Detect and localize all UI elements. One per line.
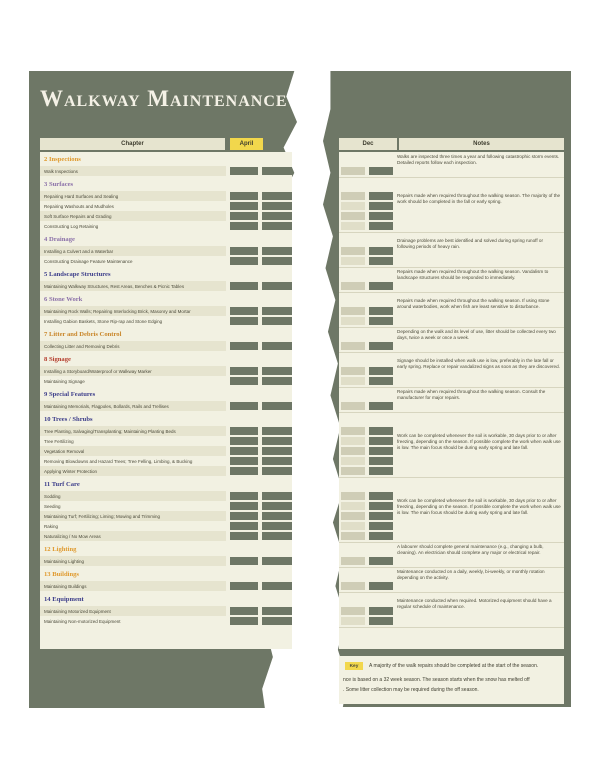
chapter-heading: 5 Landscape Structures <box>44 271 111 278</box>
dec-cell <box>369 342 393 350</box>
row-separator <box>339 477 564 478</box>
may-cell <box>262 447 292 455</box>
nov-cell <box>341 607 365 615</box>
task-row: Installing Gabion Baskets, Stone Rip-rap and Stone Edging <box>40 316 226 326</box>
row-separator <box>339 412 564 413</box>
chapter-note: Walks are inspected three times a year and following catastrophic storm events. Detailed reports follow each inspection. <box>397 154 560 165</box>
april-cell <box>230 557 258 565</box>
april-cell <box>230 202 258 210</box>
nov-cell <box>341 457 365 465</box>
chapter-column-header: Chapter <box>40 138 225 150</box>
key-line-3: . Some litter collection may be required during the off season. <box>343 687 479 693</box>
dec-cell <box>369 492 393 500</box>
nov-cell <box>341 617 365 625</box>
dec-cell <box>369 617 393 625</box>
row-separator <box>339 267 564 268</box>
nov-cell <box>341 212 365 220</box>
may-cell <box>262 377 292 385</box>
april-cell <box>230 257 258 265</box>
april-cell <box>230 502 258 510</box>
nov-cell <box>341 247 365 255</box>
task-row: Tree Fertilizing <box>40 436 226 446</box>
may-cell <box>262 307 292 315</box>
row-separator <box>339 232 564 233</box>
chapter-heading: 2 Inspections <box>44 156 81 163</box>
nov-cell <box>341 367 365 375</box>
april-cell <box>230 282 258 290</box>
nov-cell <box>341 317 365 325</box>
may-cell <box>262 342 292 350</box>
nov-cell <box>341 342 365 350</box>
april-cell <box>230 437 258 445</box>
task-row: Installing a Storyboard/Waterproof or Walkway Marker <box>40 366 226 376</box>
chapter-note: Depending on the walk and its level of use, litter should be collected every two days, twice a week or once a week. <box>397 329 556 340</box>
april-cell <box>230 522 258 530</box>
nov-cell <box>341 282 365 290</box>
task-row: Removing Blowdowns and Hazard Trees; Tree Felling, Limbing, & Bucking <box>40 456 226 466</box>
row-separator <box>339 387 564 388</box>
dec-cell <box>369 532 393 540</box>
april-cell <box>230 222 258 230</box>
may-cell <box>262 437 292 445</box>
nov-cell <box>341 437 365 445</box>
nov-cell <box>341 427 365 435</box>
nov-cell <box>341 532 365 540</box>
chapter-heading: 13 Buildings <box>44 571 80 578</box>
may-cell <box>262 222 292 230</box>
dec-cell <box>369 457 393 465</box>
task-row: Maintaining Walkway Structures, Rest Areas, Benches & Picnic Tables <box>40 281 226 291</box>
row-separator <box>339 327 564 328</box>
may-cell <box>262 402 292 410</box>
nov-cell <box>341 307 365 315</box>
page-title: Walkway Maintenance <box>40 86 288 111</box>
dec-cell <box>369 437 393 445</box>
may-cell <box>262 522 292 530</box>
may-cell <box>262 492 292 500</box>
task-row: Maintaining Motorized Equipment <box>40 606 226 616</box>
april-cell <box>230 377 258 385</box>
dec-cell <box>369 427 393 435</box>
nov-cell <box>341 467 365 475</box>
may-cell <box>262 557 292 565</box>
notes-column-header: Notes <box>399 138 564 150</box>
task-row: Soft Surface Repairs and Grading <box>40 211 226 221</box>
nov-cell <box>341 512 365 520</box>
dec-cell <box>369 307 393 315</box>
nov-cell <box>341 447 365 455</box>
dec-cell <box>369 522 393 530</box>
task-row: Naturalizing / No Mow Areas <box>40 531 226 541</box>
dec-cell <box>369 402 393 410</box>
april-column-header: April <box>230 138 263 150</box>
may-cell <box>262 502 292 510</box>
task-row: Maintaining Rock Walls; Repairing Interlocking Brick, Masonry and Mortar <box>40 306 226 316</box>
dec-cell <box>369 222 393 230</box>
task-row: Constructing Log Retaining <box>40 221 226 231</box>
nov-cell <box>341 167 365 175</box>
task-row: Repairing Washouts and Mudholes <box>40 201 226 211</box>
may-cell <box>262 167 292 175</box>
chapter-note: Work can be completed whenever the soil is workable, 30 days prior to or after freezing, depending on the season. If possible complete the work when walk use is low. The main focus should be during early spring and late fall. <box>397 498 561 515</box>
may-cell <box>262 367 292 375</box>
dec-cell <box>369 257 393 265</box>
task-row: Walk Inspections <box>40 166 226 176</box>
april-cell <box>230 212 258 220</box>
dec-cell <box>369 367 393 375</box>
may-cell <box>262 212 292 220</box>
task-row: Maintaining Lighting <box>40 556 226 566</box>
dec-cell <box>369 607 393 615</box>
chapter-heading: 3 Surfaces <box>44 181 74 188</box>
may-cell <box>262 282 292 290</box>
april-cell <box>230 467 258 475</box>
chapter-heading: 9 Special Features <box>44 391 96 398</box>
dec-cell <box>369 247 393 255</box>
april-cell <box>230 532 258 540</box>
task-row: Sodding <box>40 491 226 501</box>
april-cell <box>230 167 258 175</box>
dec-cell <box>369 192 393 200</box>
dec-column-header: Dec <box>339 138 397 150</box>
row-separator <box>339 542 564 543</box>
april-cell <box>230 492 258 500</box>
row-separator <box>339 292 564 293</box>
dec-cell <box>369 582 393 590</box>
nov-cell <box>341 492 365 500</box>
dec-cell <box>369 167 393 175</box>
task-row: Repairing Hard Surfaces and Sealing <box>40 191 226 201</box>
nov-cell <box>341 402 365 410</box>
dec-cell <box>369 212 393 220</box>
chapter-note: Repairs made when required throughout the walking season. Consult the manufacturer for major repairs. <box>397 389 546 400</box>
nov-cell <box>341 222 365 230</box>
april-cell <box>230 427 258 435</box>
task-row: Raking <box>40 521 226 531</box>
task-row: Seeding <box>40 501 226 511</box>
april-cell <box>230 367 258 375</box>
chapter-heading: 4 Drainage <box>44 236 75 243</box>
key-line-2: nce is based on a 32 week season. The season starts when the snow has melted off <box>343 677 530 683</box>
chapter-heading: 6 Stone Work <box>44 296 83 303</box>
chapter-heading: 8 Signage <box>44 356 71 363</box>
dec-cell <box>369 202 393 210</box>
task-row: Tree Planting, Salvaging/Transplanting; Maintaining Planting Beds <box>40 426 226 436</box>
may-cell <box>262 467 292 475</box>
task-row: Maintaining Buildings <box>40 581 226 591</box>
chapter-note: Signage should be installed when walk use is low, preferably in the late fall or early spring. Replace or repair vandalized signs as soon as they are discovered. <box>397 358 560 369</box>
april-cell <box>230 447 258 455</box>
chapter-table <box>40 152 292 649</box>
notes-table <box>339 152 564 649</box>
may-cell <box>262 192 292 200</box>
nov-cell <box>341 257 365 265</box>
task-row: Collecting Litter and Removing Debris <box>40 341 226 351</box>
key-badge: Key <box>345 662 363 670</box>
nov-cell <box>341 502 365 510</box>
april-cell <box>230 512 258 520</box>
dec-cell <box>369 512 393 520</box>
chapter-heading: 10 Trees / Shrubs <box>44 416 93 423</box>
april-cell <box>230 617 258 625</box>
chapter-heading: 14 Equipment <box>44 596 84 603</box>
row-separator <box>339 627 564 628</box>
key-line-1: A majority of the walk repairs should be completed at the start of the season. <box>369 663 539 669</box>
key-box <box>339 656 564 704</box>
dec-cell <box>369 557 393 565</box>
may-cell <box>262 532 292 540</box>
chapter-note: Work can be completed whenever the soil is workable, 30 days prior to or after freezing, depending on the season. If possible complete the work when walk use is low. The main focus should be during early spring and late fall. <box>397 433 561 450</box>
april-cell <box>230 307 258 315</box>
chapter-heading: 12 Lighting <box>44 546 77 553</box>
april-cell <box>230 342 258 350</box>
nov-cell <box>341 202 365 210</box>
chapter-note: Drainage problems are best identified and solved during spring runoff or following periods of heavy rain. <box>397 238 543 249</box>
may-cell <box>262 457 292 465</box>
dec-cell <box>369 377 393 385</box>
nov-cell <box>341 557 365 565</box>
row-separator <box>339 567 564 568</box>
task-row: Maintaining Memorials, Flagpoles, Bollards, Rails and Trellises <box>40 401 226 411</box>
chapter-note: Repairs made when required throughout the walking season. The majority of the work should be completed in the fall or early spring. <box>397 193 561 204</box>
april-cell <box>230 192 258 200</box>
april-cell <box>230 402 258 410</box>
dec-cell <box>369 502 393 510</box>
task-row: Constructing Drainage Feature Maintenance <box>40 256 226 266</box>
may-cell <box>262 427 292 435</box>
chapter-note: Repairs made when required throughout the walking season. Vandalism to landscape structures should be responded to immediately. <box>397 269 549 280</box>
task-row: Applying Winter Protection <box>40 466 226 476</box>
may-cell <box>262 247 292 255</box>
may-cell <box>262 202 292 210</box>
dec-cell <box>369 317 393 325</box>
nov-cell <box>341 192 365 200</box>
nov-cell <box>341 377 365 385</box>
april-cell <box>230 607 258 615</box>
april-cell <box>230 582 258 590</box>
nov-cell <box>341 582 365 590</box>
task-row: Installing a Culvert and a Waterbar <box>40 246 226 256</box>
task-row: Maintaining Non-motorized Equipment <box>40 616 226 626</box>
nov-cell <box>341 522 365 530</box>
may-cell <box>262 317 292 325</box>
chapter-note: Maintenance conducted when required. Motorized equipment should have a regular schedule of maintenance. <box>397 598 552 609</box>
chapter-heading: 7 Litter and Debris Control <box>44 331 122 338</box>
chapter-note: Maintenance conducted on a daily, weekly, bi-weekly, or monthly rotation depending on the activity. <box>397 569 545 580</box>
dec-cell <box>369 282 393 290</box>
task-row: Maintaining Signage <box>40 376 226 386</box>
task-row: Vegetation Removal <box>40 446 226 456</box>
chapter-note: Repairs made when required throughout the walking season. If using stone around waterbodies, work when fish are least sensitive to disturbance. <box>397 298 550 309</box>
chapter-note: A labourer should complete general maintenance (e.g., changing a bulb, cleaning). An electrician should complete any major or electrical repair. <box>397 544 544 555</box>
may-cell <box>262 607 292 615</box>
dec-cell <box>369 447 393 455</box>
may-cell <box>262 512 292 520</box>
may-cell <box>262 257 292 265</box>
dec-cell <box>369 467 393 475</box>
may-cell <box>262 617 292 625</box>
row-separator <box>339 352 564 353</box>
april-cell <box>230 247 258 255</box>
row-separator <box>339 592 564 593</box>
task-row: Maintaining Turf; Fertilizing; Liming; Mowing and Trimming <box>40 511 226 521</box>
chapter-heading: 11 Turf Care <box>44 481 80 488</box>
may-cell <box>262 582 292 590</box>
april-cell <box>230 317 258 325</box>
row-separator <box>339 177 564 178</box>
april-cell <box>230 457 258 465</box>
